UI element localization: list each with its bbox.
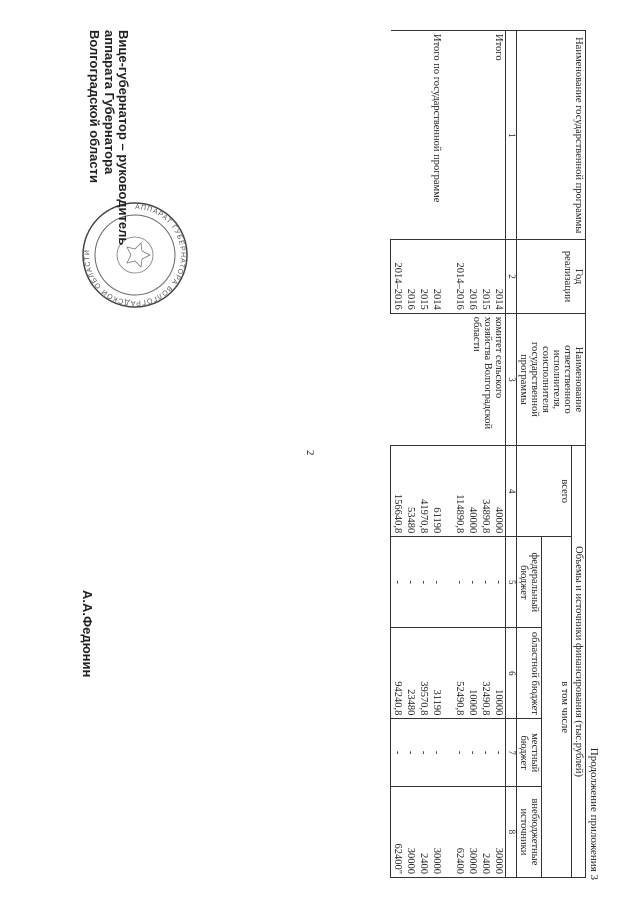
cell-regional: 23480 xyxy=(404,628,417,719)
cell-federal: - xyxy=(430,537,443,628)
cell-local: - xyxy=(466,719,479,786)
cell-federal: - xyxy=(466,537,479,628)
header-executor: Наименование ответственного исполнителя, соисполнителя государственной программы xyxy=(516,313,585,445)
cell-total: 34890,8 xyxy=(479,446,492,537)
cell-extra: 62400 xyxy=(453,786,466,877)
cell-local: - xyxy=(391,719,405,786)
col-number: 7 xyxy=(506,719,516,786)
cell-extra: 62400" xyxy=(391,786,405,877)
cell-year: 2014 xyxy=(492,240,506,313)
table-row xyxy=(430,31,443,878)
cell-year: 2014–2016 xyxy=(453,240,466,313)
table-row xyxy=(492,31,506,878)
cell-year: 2016 xyxy=(466,240,479,313)
continuation-note: Продолжение приложения 3 xyxy=(588,747,600,880)
col-number: 2 xyxy=(506,240,516,313)
header-federal: федеральный бюджет xyxy=(516,537,541,628)
signature-name: А.А.Федюнин xyxy=(80,590,95,678)
header-local: местный бюджет xyxy=(516,719,541,786)
cell-federal: - xyxy=(492,537,506,628)
signature-block xyxy=(87,30,130,245)
cell-regional: 10000 xyxy=(466,628,479,719)
cell-regional: 10000 xyxy=(492,628,506,719)
header-volumes: Объемы и источники финансирования (тыс.рублей) xyxy=(571,446,585,878)
cell-total: 40000 xyxy=(492,446,506,537)
financing-table xyxy=(390,30,586,878)
cell-federal: - xyxy=(453,537,466,628)
rotated-document-page xyxy=(40,30,600,880)
cell-local: - xyxy=(417,719,430,786)
col-number: 6 xyxy=(506,628,516,719)
cell-total: 114890,8 xyxy=(453,446,466,537)
group-label: Итого по государственной программе xyxy=(391,31,444,240)
page-number: 2 xyxy=(304,450,316,456)
signature-line: Волгоградской области xyxy=(87,30,103,183)
cell-extra: 30000 xyxy=(466,786,479,877)
cell-year: 2014–2016 xyxy=(391,240,405,313)
cell-local: - xyxy=(430,719,443,786)
cell-executor xyxy=(391,313,444,445)
signature-line: Вице-губернатор – руководитель xyxy=(116,30,131,246)
cell-regional: 31190 xyxy=(430,628,443,719)
cell-extra: 30000 xyxy=(404,786,417,877)
header-extra: внебюджетные источники xyxy=(516,786,541,877)
col-number: 5 xyxy=(506,537,516,628)
cell-federal: - xyxy=(417,537,430,628)
cell-regional: 32490,8 xyxy=(479,628,492,719)
group-label: Итого xyxy=(453,31,506,240)
cell-year: 2015 xyxy=(479,240,492,313)
cell-executor: комитет сельского хозяйства Волгоградской области xyxy=(453,313,506,445)
cell-federal: - xyxy=(391,537,405,628)
header-program: Наименование государственной программы xyxy=(516,31,585,240)
cell-local: - xyxy=(453,719,466,786)
cell-federal: - xyxy=(404,537,417,628)
cell-extra: 30000 xyxy=(492,786,506,877)
col-number: 3 xyxy=(506,313,516,445)
cell-regional: 94240,8 xyxy=(391,628,405,719)
cell-extra: 2400 xyxy=(417,786,430,877)
col-number: 8 xyxy=(506,786,516,877)
cell-year: 2015 xyxy=(417,240,430,313)
col-number: 1 xyxy=(506,31,516,240)
col-number: 4 xyxy=(506,446,516,537)
cell-total: 41970,8 xyxy=(417,446,430,537)
cell-year: 2016 xyxy=(404,240,417,313)
cell-total: 40000 xyxy=(466,446,479,537)
signature-line: аппарата Губернатора xyxy=(101,30,117,175)
seal-text: АППАРАТ ГУБЕРНАТОРА ВОЛГОГРАДСКОЙ ОБЛАСТИ xyxy=(83,203,187,307)
header-including: в том числе xyxy=(541,537,571,878)
cell-year: 2014 xyxy=(430,240,443,313)
cell-local: - xyxy=(492,719,506,786)
cell-local: - xyxy=(479,719,492,786)
cell-total: 156640,8 xyxy=(391,446,405,537)
cell-extra: 30000 xyxy=(430,786,443,877)
cell-extra: 2400 xyxy=(479,786,492,877)
cell-total: 61190 xyxy=(430,446,443,537)
cell-total: 53480 xyxy=(404,446,417,537)
header-total: всего xyxy=(516,446,571,537)
cell-local: - xyxy=(404,719,417,786)
cell-regional: 39570,8 xyxy=(417,628,430,719)
cell-federal: - xyxy=(479,537,492,628)
header-regional: областной бюджет xyxy=(516,628,541,719)
cell-regional: 52490,8 xyxy=(453,628,466,719)
header-year: Год реализации xyxy=(516,240,585,313)
